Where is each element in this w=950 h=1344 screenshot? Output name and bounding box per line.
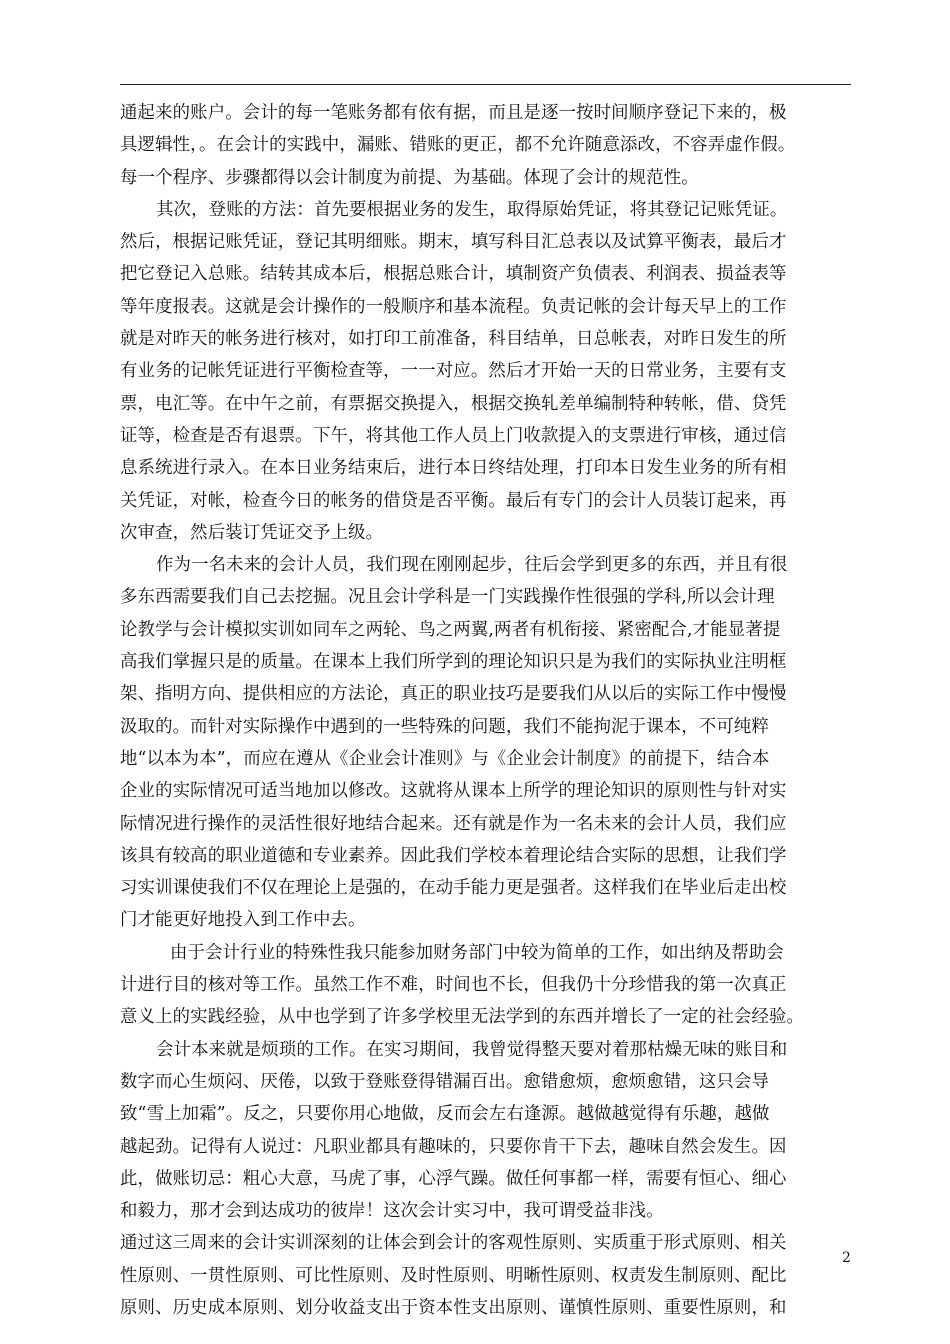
- text-line: 该具有较高的职业道德和专业素养。因此我们学校本着理论结合实际的思想，让我们学: [120, 845, 787, 866]
- text-line: 和毅力，那才会到达成功的彼岸！这次会计实习中，我可谓受益非浅。: [120, 1201, 664, 1222]
- text-line: 其次，登账的方法：首先要根据业务的发生，取得原始凭证，将其登记记账凭证。: [156, 199, 788, 220]
- text-line: 有业务的记帐凭证进行平衡检查等，一一对应。然后才开始一天的日常业务，主要有支: [120, 361, 787, 382]
- text-line: 票，电汇等。在中午之前，有票据交换提入，根据交换轧差单编制特种转帐，借、贷凭: [120, 393, 787, 414]
- text-line: 息系统进行录入。在本日业务结束后，进行本日终结处理，打印本日发生业务的所有相: [120, 458, 787, 479]
- text-line: 具逻辑性，。在会计的实践中，漏账、错账的更正，都不允许随意添改，不容弄虚作假。: [120, 135, 796, 156]
- header-rule: [120, 84, 851, 85]
- text-line: 每一个程序、步骤都得以会计制度为前提、为基础。体现了会计的规范性。: [120, 167, 699, 188]
- text-line: 论教学与会计模拟实训如同车之两轮、鸟之两翼,两者有机衔接、紧密配合,才能显著提: [120, 619, 781, 640]
- page-number: 2: [842, 1250, 851, 1266]
- text-line: 多东西需要我们自己去挖掘。况且会计学科是一门实践操作性很强的学科,所以会计理: [120, 587, 775, 608]
- text-line: 关凭证，对帐，检查今日的帐务的借贷是否平衡。最后有专门的会计人员装订起来，再: [120, 490, 787, 511]
- text-line: 通过这三周来的会计实训深刻的让体会到会计的客观性原则、实质重于形式原则、相关: [120, 1233, 787, 1254]
- text-line: 会计本来就是烦琐的工作。在实习期间，我曾觉得整天要对着那枯燥无味的账目和: [156, 1039, 788, 1060]
- document-body: [120, 97, 860, 1324]
- text-line: 地“以本为本”，而应在遵从《企业会计准则》与《企业会计制度》的前提下，结合本: [120, 748, 770, 769]
- text-line: 等年度报表。这就是会计操作的一般顺序和基本流程。负责记帐的会计每天早上的工作: [120, 296, 787, 317]
- text-line: 原则、历史成本原则、划分收益支出于资本性支出原则、谨慎性原则、重要性原则，和: [120, 1297, 787, 1318]
- text-line: 门才能更好地投入到工作中去。: [120, 910, 366, 931]
- text-line: 作为一名未来的会计人员，我们现在刚刚起步，往后会学到更多的东西，并且有很: [156, 555, 788, 576]
- text-line: 由于会计行业的特殊性我只能参加财务部门中较为简单的工作，如出纳及帮助会: [170, 942, 784, 963]
- text-line: 就是对昨天的帐务进行核对，如打印工前准备，科目结单，日总帐表，对昨日发生的所: [120, 329, 787, 350]
- text-line: 企业的实际情况可适当地加以修改。这就将从课本上所学的理论知识的原则性与针对实: [120, 781, 787, 802]
- text-line: 致“雪上加霜”。反之，只要你用心地做，反而会左右逢源。越做越觉得有乐趣，越做: [120, 1104, 770, 1125]
- text-line: 高我们掌握只是的质量。在课本上我们所学到的理论知识只是为我们的实际执业注明框: [120, 652, 787, 673]
- text-line: 计进行目的核对等工作。虽然工作不难，时间也不长，但我仍十分珍惜我的第一次真正: [120, 975, 787, 996]
- text-line: 通起来的账户。会计的每一笔账务都有依有据，而且是逐一按时间顺序登记下来的，极: [120, 103, 787, 123]
- text-line: 次审查，然后装订凭证交予上级。: [120, 522, 384, 543]
- text-line: 证等，检查是否有退票。下午，将其他工作人员上门收款提入的支票进行审核，通过信: [120, 425, 787, 446]
- text-line: 把它登记入总账。结转其成本后，根据总账合计，填制资产负债表、利润表、损益表等: [120, 264, 787, 285]
- text-line: 然后，根据记账凭证，登记其明细账。期末，填写科目汇总表以及试算平衡表，最后才: [120, 232, 787, 253]
- text-line: 架、指明方向、提供相应的方法论，真正的职业技巧是要我们从以后的实际工作中慢慢: [120, 684, 787, 705]
- text-line: 习实训课使我们不仅在理论上是强的，在动手能力更是强者。这样我们在毕业后走出校: [120, 878, 787, 899]
- text-line: 性原则、一贯性原则、可比性原则、及时性原则、明晰性原则、权责发生制原则、配比: [120, 1265, 787, 1286]
- text-line: 此，做账切忌：粗心大意，马虎了事，心浮气躁。做任何事都一样，需要有恒心、细心: [120, 1168, 787, 1189]
- text-line: 际情况进行操作的灵活性很好地结合起来。还有就是作为一名未来的会计人员，我们应: [120, 813, 787, 834]
- text-line: 意义上的实践经验，从中也学到了许多学校里无法学到的东西并增长了一定的社会经验。: [120, 1007, 805, 1028]
- text-line: 数字而心生烦闷、厌倦，以致于登账登得错漏百出。愈错愈烦，愈烦愈错，这只会导: [120, 1071, 770, 1092]
- text-line: 越起劲。记得有人说过：凡职业都具有趣味的，只要你肯干下去，趣味自然会发生。因: [120, 1136, 787, 1157]
- text-line: 汲取的。而针对实际操作中遇到的一些特殊的问题，我们不能拘泥于课本，不可纯粹: [120, 716, 770, 737]
